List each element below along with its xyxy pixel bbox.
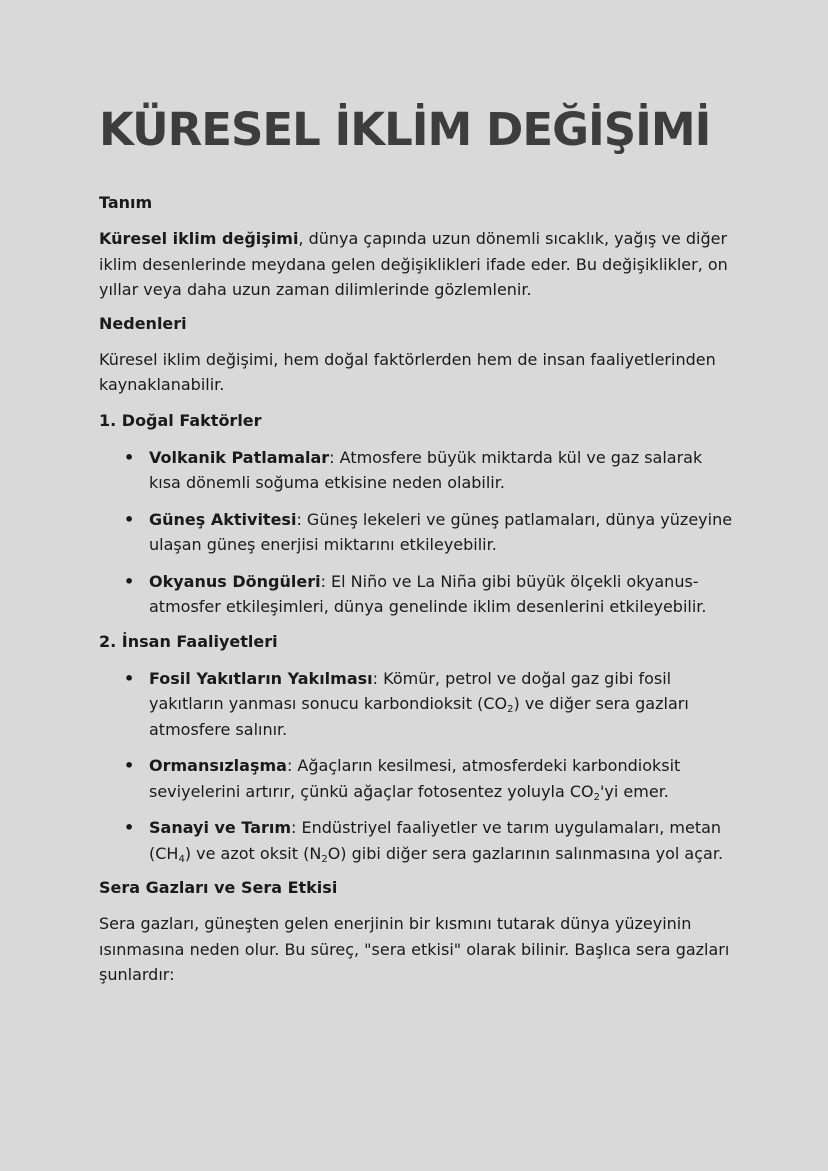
- list-item-text: : El Niño ve La Niña gibi büyük ölçekli okyanus-atmosfer etkileşimleri, dünya genelinde iklim desenlerini etkileyebilir.: [149, 571, 707, 616]
- sera-paragraph: Sera gazları, güneşten gelen enerjinin bir kısmını tutarak dünya yüzeyinin ısınmasına neden olur. Bu süreç, "sera etkisi" olarak bilinir. Başlıca sera gazları şunlardır:: [99, 914, 730, 984]
- subscript: 4: [178, 853, 185, 865]
- bullet-icon: •: [124, 447, 135, 467]
- bullet-icon: •: [124, 818, 135, 837]
- list-item-term: Ormansızlaşma: [149, 756, 287, 775]
- list-item: [99, 507, 739, 558]
- subscript: 2: [593, 791, 601, 803]
- list-item: [99, 445, 739, 496]
- bullet-icon: •: [124, 756, 135, 775]
- list-item-text: ) ve azot oksit (N: [184, 843, 322, 863]
- bullet-icon: •: [124, 509, 135, 529]
- tanim-paragraph: [99, 226, 739, 303]
- subscript: 2: [321, 853, 328, 865]
- document-page: [99, 100, 739, 988]
- list-item-text: : Atmosfere büyük miktarda kül ve gaz salarak kısa dönemli soğuma etkisine neden olabilir.: [149, 447, 703, 492]
- list-item: [99, 569, 739, 620]
- list-item-text: : Güneş lekeleri ve güneş patlamaları, dünya yüzeyine ulaşan güneş enerjisi miktarını etkileyebilir.: [149, 509, 733, 554]
- list-item: [99, 815, 739, 866]
- list-item-text: : Ağaçların kesilmesi, atmosferdeki karbondioksit seviyelerini artırır, çünkü ağaçlar fotosentez yoluyla CO: [149, 756, 681, 801]
- section-heading-sera: Sera Gazları ve Sera Etkisi: [99, 878, 338, 897]
- dogal-list: [99, 445, 739, 620]
- list-item-text: : Endüstriyel faaliyetler ve tarım uygulamaları, metan (CH: [149, 818, 722, 863]
- bullet-icon: •: [124, 668, 135, 688]
- list-item-term: Güneş Aktivitesi: [149, 509, 297, 529]
- section-heading-dogal: 1. Doğal Faktörler: [99, 410, 262, 430]
- section-heading-tanim: Tanım: [99, 193, 153, 212]
- list-item: [99, 753, 739, 804]
- insan-list: [99, 666, 739, 867]
- section-heading-nedenleri: Nedenleri: [99, 313, 187, 333]
- section-heading-insan: 2. İnsan Faaliyetleri: [99, 631, 278, 651]
- list-item-term: Sanayi ve Tarım: [149, 818, 292, 837]
- bullet-icon: •: [124, 571, 135, 591]
- list-item-term: Volkanik Patlamalar: [149, 447, 330, 467]
- list-item-text: 'yi emer.: [600, 781, 669, 801]
- nedenleri-paragraph: Küresel iklim değişimi, hem doğal faktörlerden hem de insan faaliyetlerinden kaynaklanabilir.: [99, 349, 716, 394]
- list-item-text: : Kömür, petrol ve doğal gaz gibi fosil yakıtların yanması sonucu karbondioksit (CO: [149, 668, 672, 713]
- subscript: 2: [507, 704, 514, 715]
- list-item-text: O) gibi diğer sera gazlarının salınmasına yol açar.: [327, 843, 724, 863]
- list-item: [99, 666, 739, 743]
- list-item-term: Okyanus Döngüleri: [149, 571, 321, 591]
- list-item-text: ) ve diğer sera gazları atmosfere salınır.: [149, 694, 689, 739]
- tanim-text: , dünya çapında uzun dönemli sıcaklık, yağış ve diğer iklim desenlerinde meydana gelen değişiklikleri ifade eder. Bu değişiklikler, on yıllar veya daha uzun zaman dilimlerinde gözlemlenir.: [99, 229, 728, 299]
- page-title: KÜRESEL İKLİM DEĞİŞİMİ: [99, 103, 711, 156]
- list-item-term: Fosil Yakıtların Yakılması: [149, 668, 373, 688]
- tanim-term: Küresel iklim değişimi: [99, 229, 299, 248]
